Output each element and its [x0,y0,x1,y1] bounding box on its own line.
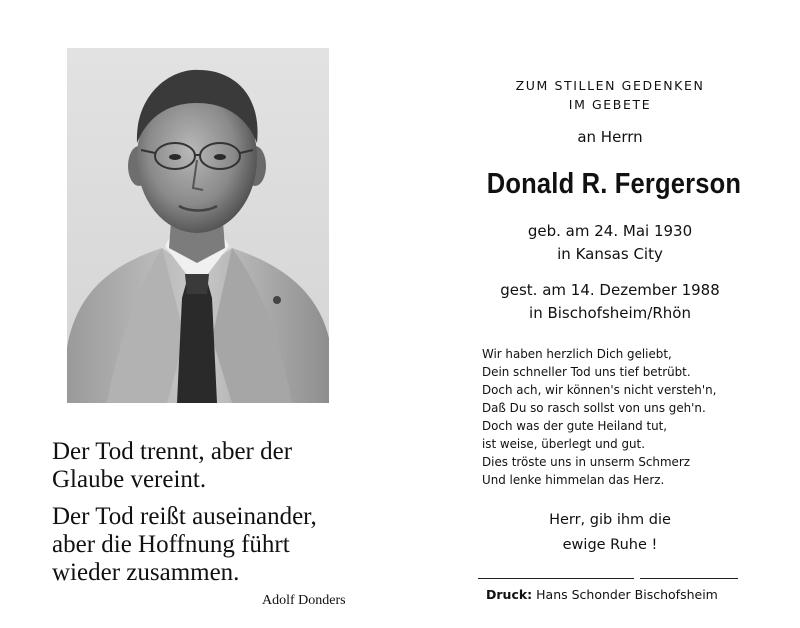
poem-line-6: ist weise, überlegt und gut. [482,436,645,451]
poem-line-3: Doch ach, wir können's nicht versteh'n, [482,382,717,397]
death-date: gest. am 14. Dezember 1988 [500,281,720,299]
quote-line-5: wieder zusammen. [52,559,240,586]
prayer-line-2: ewige Ruhe ! [562,537,658,553]
quote-attribution: Adolf Donders [262,593,346,608]
birth-place: in Kansas City [557,245,663,263]
death-place: in Bischofsheim/Rhön [529,304,691,322]
quote-line-2: Glaube vereint. [52,466,207,493]
poem-line-1: Wir haben herzlich Dich geliebt, [482,346,672,361]
salutation: an Herrn [577,128,643,146]
printer-name: Hans Schonder Bischofsheim [536,587,718,602]
quote-line-3: Der Tod reißt auseinander, [52,503,317,530]
prayer-line-1: Herr, gib ihm die [549,512,671,528]
quote-line-1: Der Tod trennt, aber der [52,438,293,465]
birth-date: geb. am 24. Mai 1930 [527,222,693,240]
heading-line-2: IM GEBETE [568,97,652,112]
deceased-name: Donald R. Fergerson [486,168,742,200]
divider-right [640,578,738,579]
poem-line-2: Dein schneller Tod uns tief betrübt. [482,364,691,379]
poem-line-8: Und lenke himmelan das Herz. [482,472,665,487]
heading-line-1: ZUM STILLEN GEDENKEN [515,78,705,93]
quote-line-4: aber die Hoffnung führt [52,531,290,558]
divider-left [478,578,634,579]
poem-line-7: Dies tröste uns in unserm Schmerz [482,454,690,469]
printer-credit [486,587,718,602]
poem-line-5: Doch was der gute Heiland tut, [482,418,668,433]
poem-line-4: Daß Du so rasch sollst von uns geh'n. [482,400,706,415]
portrait-photo [67,48,329,403]
printer-label: Druck: [486,587,533,602]
